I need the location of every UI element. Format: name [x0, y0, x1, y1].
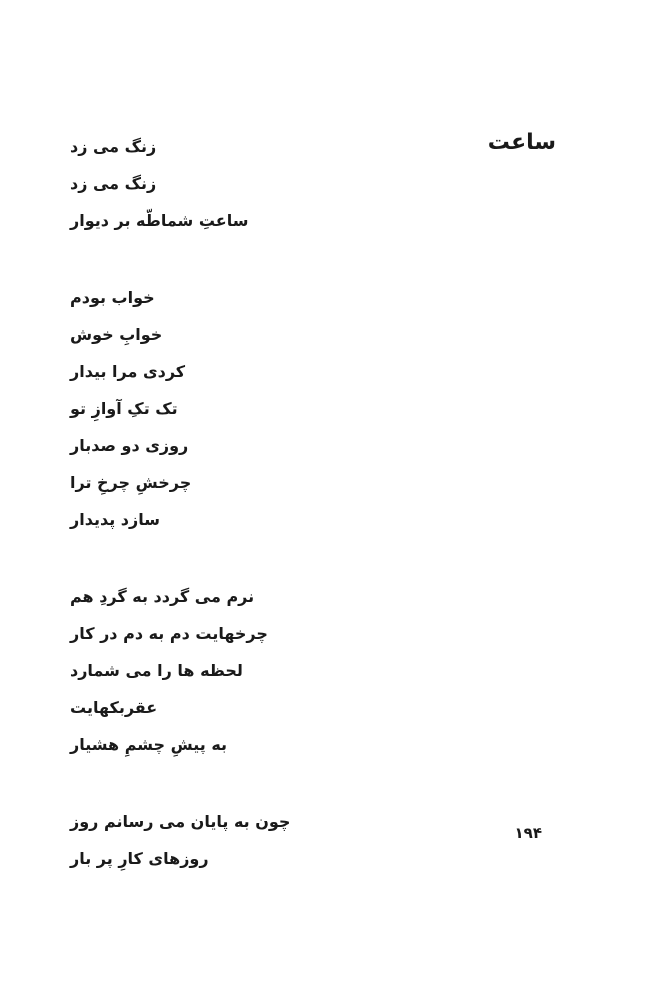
- poem-line: روزی دو صدبار: [70, 436, 189, 455]
- stanza-1: [70, 128, 330, 239]
- stanza-3: [70, 578, 330, 763]
- poem-line: چرخهایت دم به دم در کار: [70, 624, 268, 643]
- poem-line: خوابِ خوش: [70, 325, 163, 344]
- poem-line: تک تکِ آوازِ تو: [70, 399, 178, 418]
- stanza-2: [70, 279, 330, 538]
- stanza-4: [70, 803, 330, 877]
- poem-line: زنگ می زد: [70, 137, 157, 156]
- poem-body: [70, 128, 330, 877]
- poem-line: روزهای کارِ پر بار: [70, 849, 209, 868]
- poem-line: عقربکهایت: [70, 698, 158, 717]
- poem-line: لحظه ها را می شمارد: [70, 661, 243, 680]
- poem-line: نرم می گردد به گردِ هم: [70, 587, 255, 606]
- poem-line: چرخشِ چرخِ ترا: [70, 473, 192, 492]
- page-number: ۱۹۴: [514, 824, 542, 842]
- poem-line: چون به پایان می رسانم روز: [70, 812, 291, 831]
- poem-line: سازد پدیدار: [70, 510, 160, 529]
- poem-line: زنگ می زد: [70, 174, 157, 193]
- poem-line: ساعتِ شماطّه بر دیوار: [70, 211, 249, 230]
- poem-line: خواب بودم: [70, 288, 155, 307]
- poem-line: به پیشِ چشمِ هشیار: [70, 735, 228, 754]
- poem-title: ساعت: [487, 130, 556, 155]
- poem-line: کردی مرا بیدار: [70, 362, 186, 381]
